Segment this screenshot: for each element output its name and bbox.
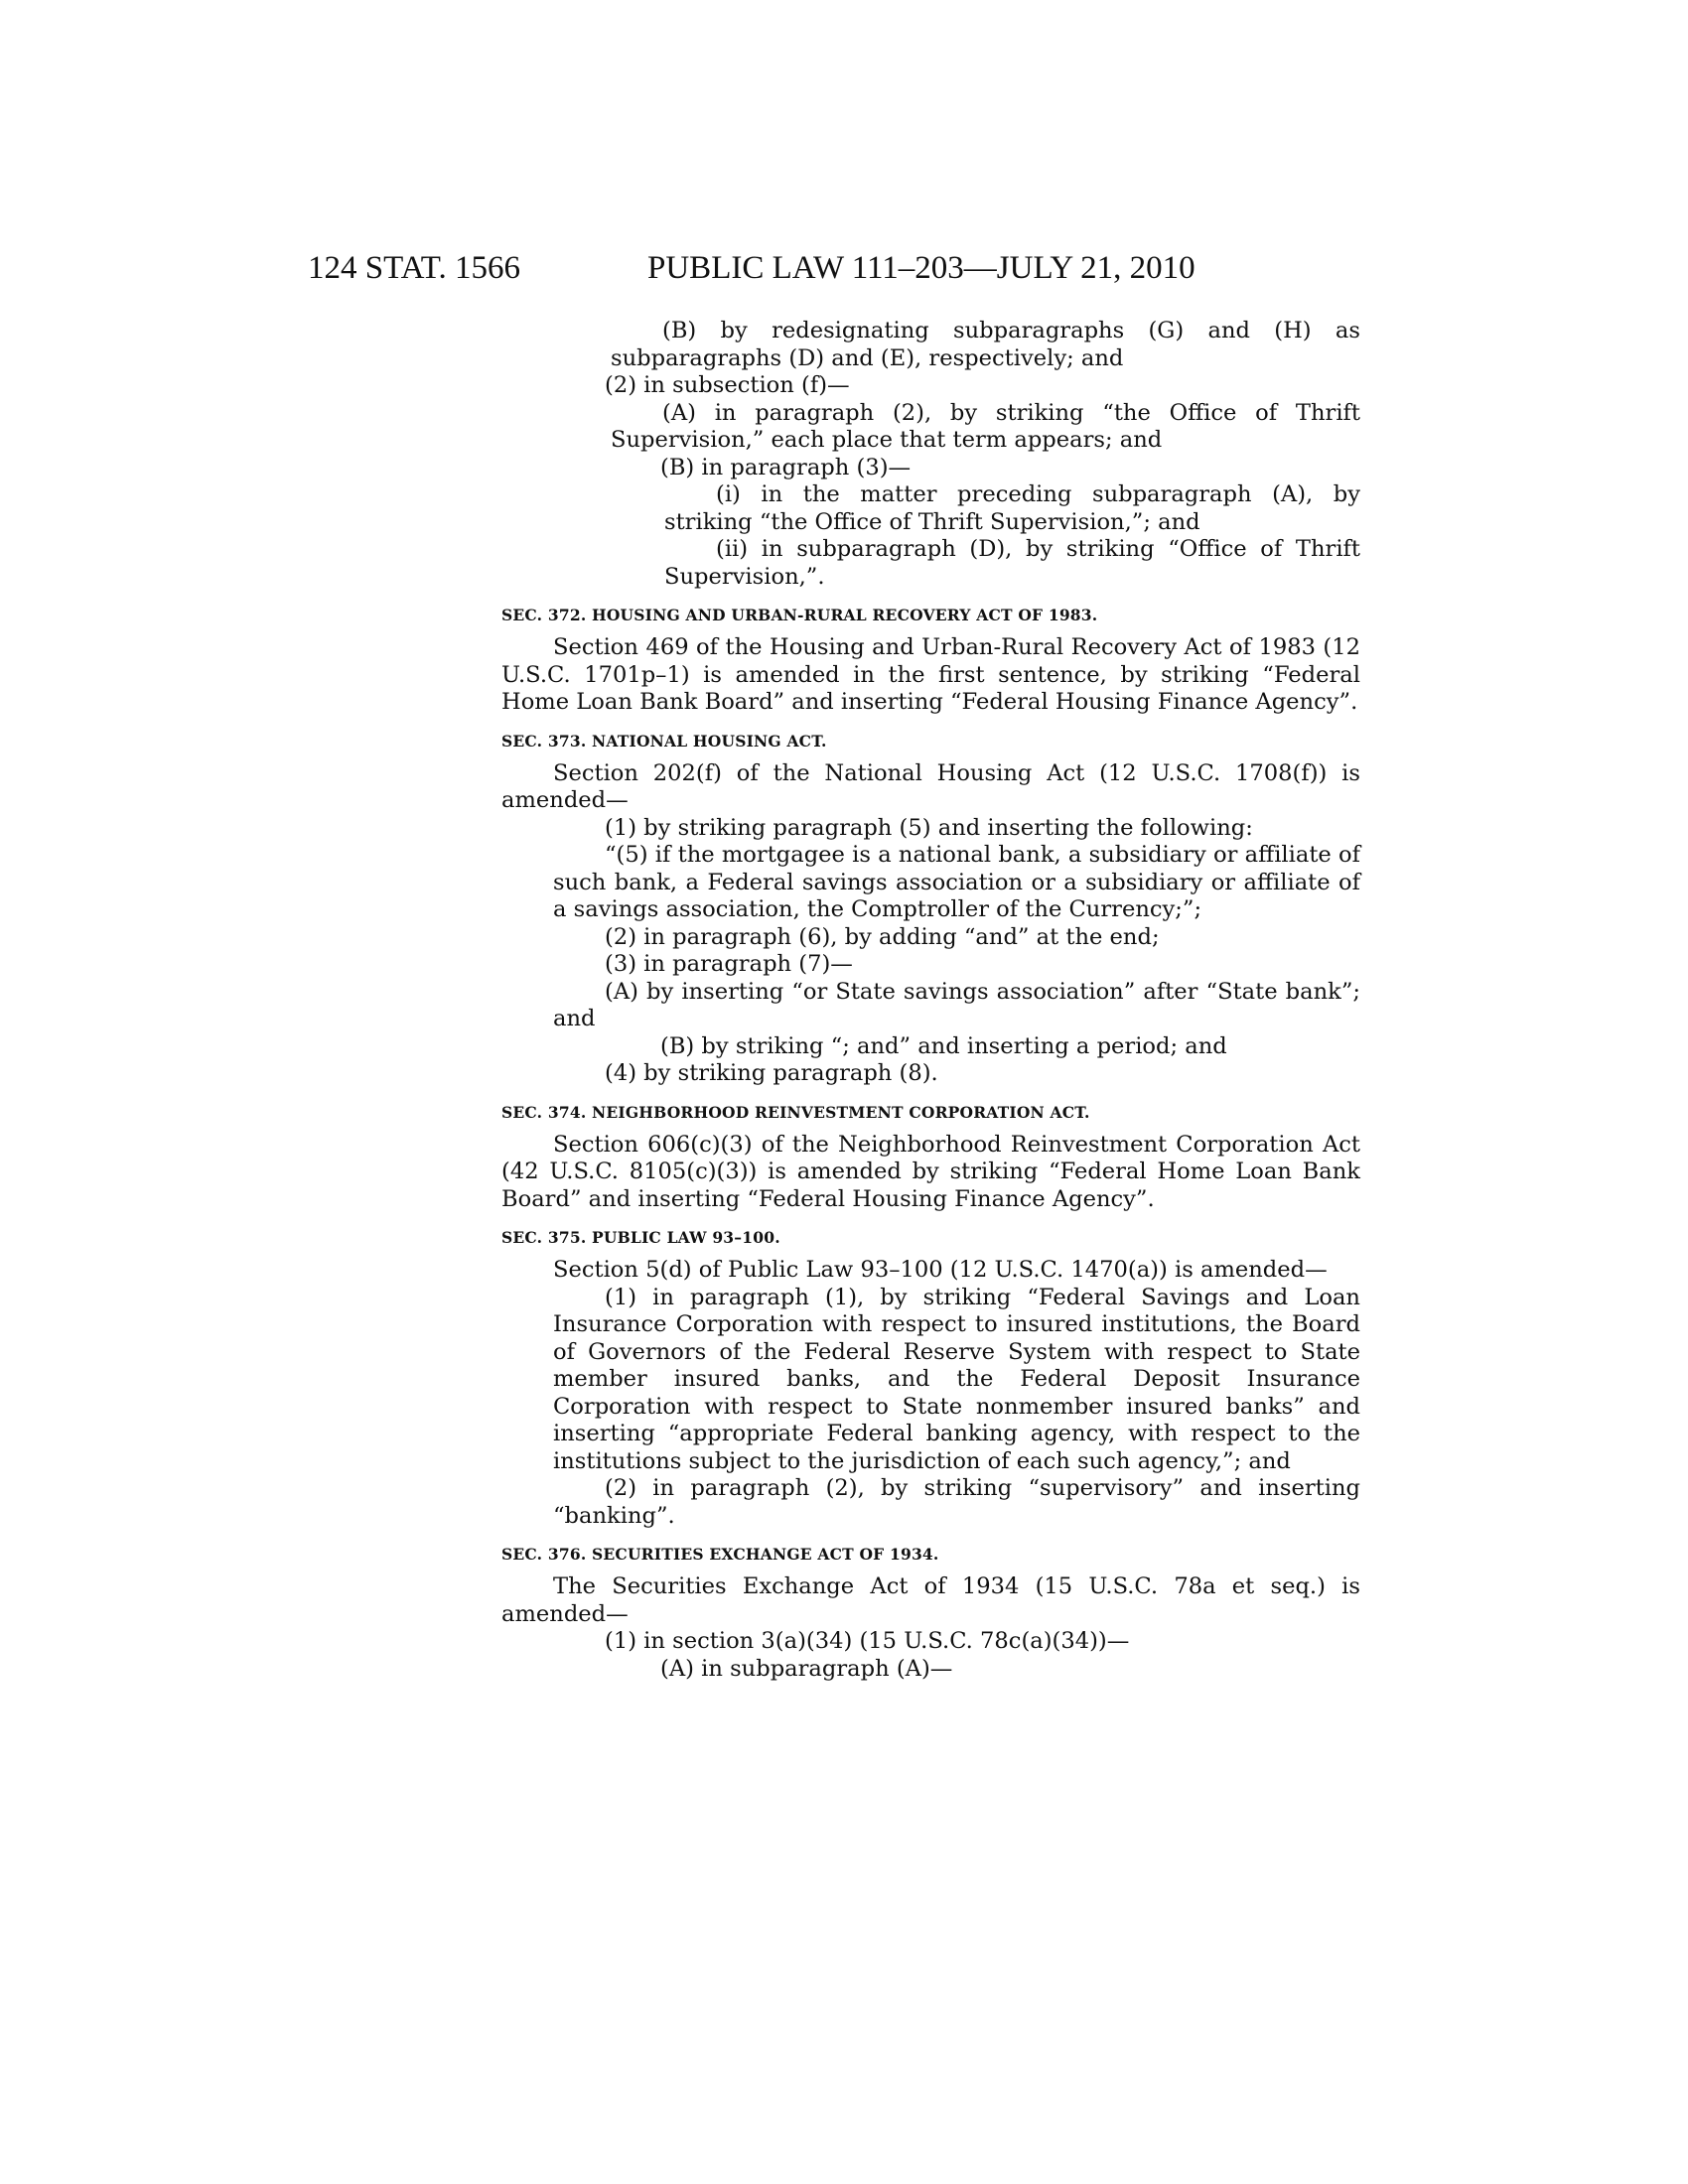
paragraph: (4) by striking paragraph (8). xyxy=(605,1060,938,1086)
paragraph: (2) in paragraph (6), by adding “and” at the end; xyxy=(605,923,1160,950)
paragraph: (ii) in subparagraph (D), by striking “Office of Thrift Supervision,”. xyxy=(664,536,1360,590)
paragraph: (B) in paragraph (3)— xyxy=(660,454,912,480)
paragraph: The Securities Exchange Act of 1934 (15 U.S.C. 78a et seq.) is amended— xyxy=(501,1573,1360,1627)
paragraph: Section 469 of the Housing and Urban-Rural Recovery Act of 1983 (12 U.S.C. 1701p–1) is amended in the first sentence, by striking “Federal Home Loan Bank Board” and inserting “Federal Housing Finance Agency”. xyxy=(501,634,1360,715)
statute-page-reference: 124 STAT. 1566 xyxy=(308,250,521,286)
paragraph: (2) in paragraph (2), by striking “supervisory” and inserting “banking”. xyxy=(553,1475,1360,1529)
paragraph: (2) in subsection (f)— xyxy=(605,372,850,398)
paragraph: (A) by inserting “or State savings association” after “State bank”; and xyxy=(553,978,1360,1031)
section-heading: SEC. 375. PUBLIC LAW 93–100. xyxy=(501,1228,780,1247)
paragraph: Section 202(f) of the National Housing Act (12 U.S.C. 1708(f)) is amended— xyxy=(501,759,1360,813)
paragraph: (A) in paragraph (2), by striking “the Office of Thrift Supervision,” each place that term appears; and xyxy=(611,399,1360,453)
section-heading: SEC. 372. HOUSING AND URBAN-RURAL RECOVERY ACT OF 1983. xyxy=(501,606,1098,624)
paragraph: (i) in the matter preceding subparagraph (A), by striking “the Office of Thrift Supervision,”; and xyxy=(664,481,1360,535)
paragraph: (1) in paragraph (1), by striking “Federal Savings and Loan Insurance Corporation with respect to insured institutions, the Board of Governors of the Federal Reserve System with respect to State member insured banks, and the Federal Deposit Insurance Corporation with respect to State nonmember insured banks” and inserting “appropriate Federal banking agency, with respect to the institutions subject to the jurisdiction of each such agency,”; and xyxy=(553,1284,1360,1474)
paragraph: (3) in paragraph (7)— xyxy=(605,951,853,977)
section-heading: SEC. 374. NEIGHBORHOOD REINVESTMENT CORPORATION ACT. xyxy=(501,1102,1090,1122)
section-heading: SEC. 373. NATIONAL HOUSING ACT. xyxy=(501,731,827,751)
paragraph: (1) in section 3(a)(34) (15 U.S.C. 78c(a)(34))— xyxy=(605,1628,1130,1654)
paragraph: Section 606(c)(3) of the Neighborhood Reinvestment Corporation Act (42 U.S.C. 8105(c)(3)) is amended by striking “Federal Home Loan Bank Board” and inserting “Federal Housing Finance Agency”. xyxy=(501,1131,1360,1212)
paragraph: (A) in subparagraph (A)— xyxy=(660,1655,953,1682)
section-heading: SEC. 376. SECURITIES EXCHANGE ACT OF 1934. xyxy=(501,1545,939,1564)
running-header xyxy=(308,250,1360,290)
paragraph: (B) by striking “; and” and inserting a period; and xyxy=(660,1032,1227,1059)
paragraph: (B) by redesignating subparagraphs (G) and (H) as subparagraphs (D) and (E), respectively; and xyxy=(611,318,1360,371)
paragraph: (1) by striking paragraph (5) and inserting the following: xyxy=(605,814,1253,841)
document-body xyxy=(501,318,1360,1683)
paragraph: “(5) if the mortgagee is a national bank, a subsidiary or affiliate of such bank, a Federal savings association or a subsidiary or affiliate of a savings association, the Comptroller of the Currency;”; xyxy=(553,842,1360,922)
public-law-reference: PUBLIC LAW 111–203—JULY 21, 2010 xyxy=(647,250,1196,286)
paragraph: Section 5(d) of Public Law 93–100 (12 U.S.C. 1470(a)) is amended— xyxy=(553,1257,1328,1283)
